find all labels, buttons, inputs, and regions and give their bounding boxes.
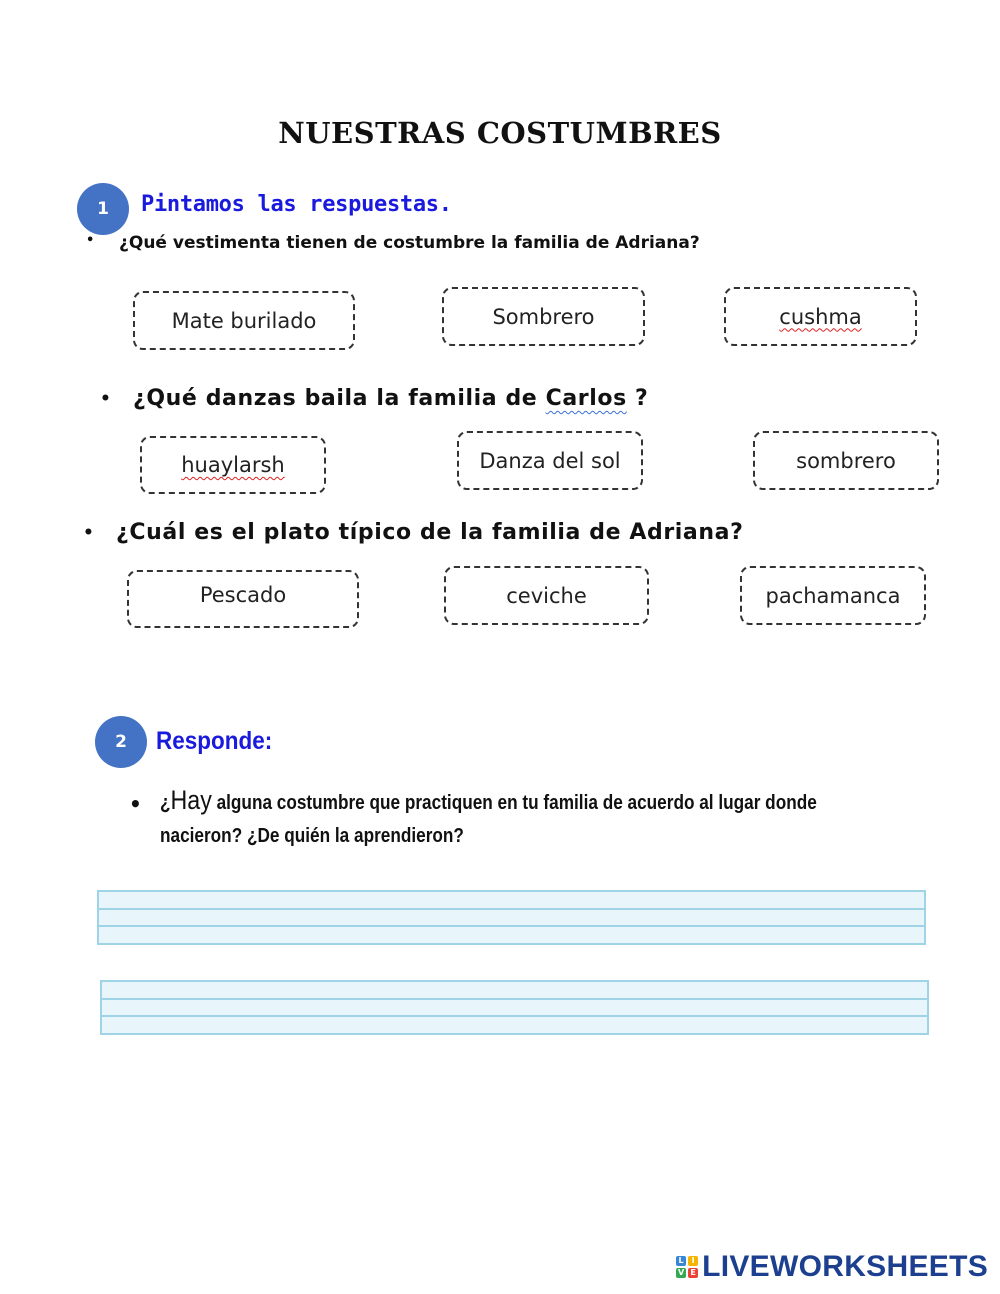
question-4-line-1 — [160, 785, 817, 816]
option-label: Sombrero — [492, 304, 595, 329]
logo-letter: L — [676, 1256, 686, 1266]
answer-line-divider — [102, 1015, 927, 1017]
answer-line-divider — [99, 908, 924, 910]
liveworksheets-logo — [676, 1250, 988, 1284]
answer-line-divider — [102, 998, 927, 1000]
section-2-number-badge: 2 — [95, 716, 147, 768]
option-label: Pescado — [199, 583, 287, 607]
logo-letter: E — [688, 1268, 698, 1278]
option-label: sombrero — [796, 448, 896, 473]
bullet-icon: • — [86, 233, 95, 248]
section-1-heading: Pintamos las respuestas. — [141, 192, 452, 217]
option-label: Danza del sol — [479, 448, 621, 473]
q1-option-sombrero[interactable] — [442, 287, 645, 346]
answer-input-2[interactable] — [100, 980, 929, 1035]
answer-line-divider — [99, 925, 924, 927]
q3-option-pachamanca[interactable] — [740, 566, 926, 625]
section-2-heading: Responde: — [156, 727, 273, 755]
bullet-icon: • — [83, 523, 94, 543]
option-label: pachamanca — [765, 583, 901, 608]
option-label: huaylarsh — [181, 453, 285, 477]
option-label: cushma — [779, 304, 862, 329]
section-1-number-badge: 1 — [77, 183, 129, 235]
q3-option-ceviche[interactable] — [444, 566, 649, 625]
q2-option-sombrero[interactable] — [753, 431, 939, 490]
question-2-text — [133, 386, 648, 411]
question-4-line-2: nacieron? ¿De quién la aprendieron? — [160, 825, 464, 847]
logo-icon — [676, 1256, 698, 1278]
logo-letter: I — [688, 1256, 698, 1266]
q2-option-huaylarsh[interactable] — [140, 436, 326, 494]
logo-letter: V — [678, 1268, 685, 1277]
option-label: ceviche — [506, 583, 587, 608]
question-4-emphasis: Hay — [170, 785, 212, 815]
question-4-line-1-rest: alguna costumbre que practiquen en tu familia de acuerdo al lugar donde — [211, 792, 817, 814]
page-title: NUESTRAS COSTUMBRES — [278, 116, 722, 150]
bullet-icon: • — [129, 792, 142, 816]
q2-option-danza-del-sol[interactable] — [457, 431, 643, 490]
question-3-text: ¿Cuál es el plato típico de la familia de Adriana? — [116, 520, 744, 545]
answer-input-1[interactable] — [97, 890, 926, 945]
question-2-text-end: ? — [626, 386, 649, 411]
q1-option-cushma[interactable] — [724, 287, 917, 346]
option-label: Mate burilado — [171, 308, 317, 333]
q1-option-mate-burilado[interactable] — [133, 291, 355, 350]
q3-option-pescado[interactable] — [127, 570, 359, 628]
question-2-text-part: ¿Qué danzas baila la familia de — [133, 386, 546, 411]
question-2-name: Carlos — [545, 386, 627, 411]
liveworksheets-brand: LIVEWORKSHEETS — [702, 1250, 988, 1283]
bullet-icon: • — [100, 389, 111, 409]
question-4-prefix: ¿ — [160, 792, 171, 814]
question-1-text: ¿Qué vestimenta tienen de costumbre la familia de Adriana? — [119, 233, 700, 253]
